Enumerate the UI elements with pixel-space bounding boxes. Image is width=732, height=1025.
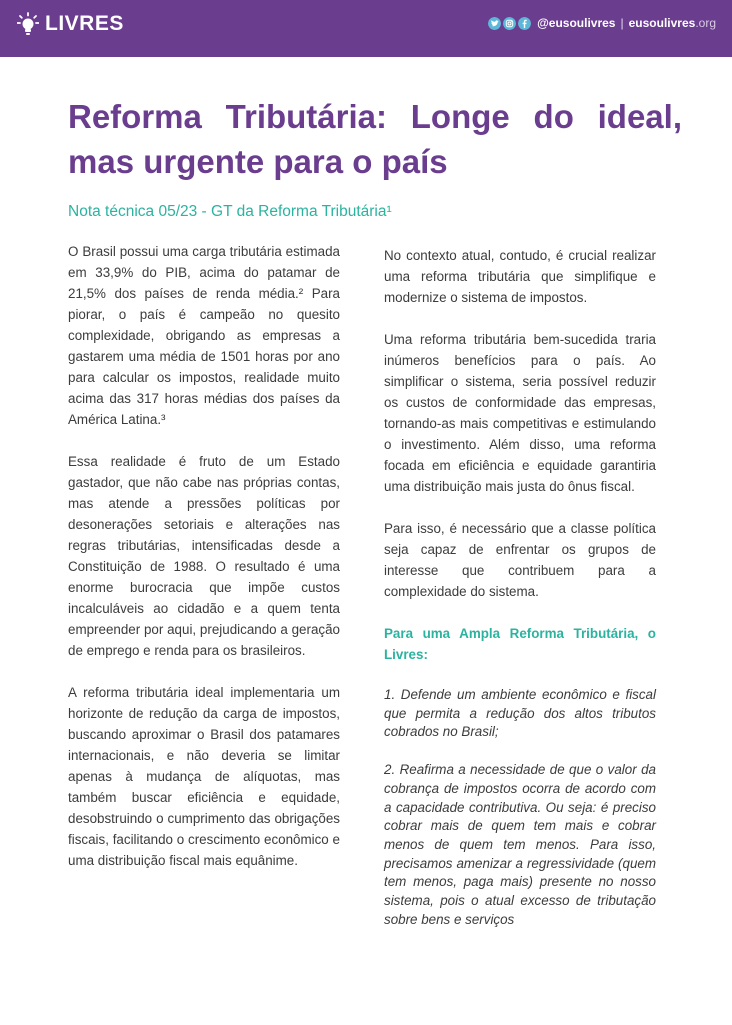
proposals-heading: Para uma Ampla Reforma Tributária, o Livres: [384, 626, 656, 662]
twitter-icon[interactable] [488, 17, 501, 30]
paragraph: A reforma tributária ideal implementaria um horizonte de redução da carga de impostos, buscando aproximar o Brasil dos patamares internacionais, e não deveria se limitar apenas à mudança de alíquotas, mas também buscar eficiência e equidade, desobstruindo o cumprimento das obrigações fiscais, facilitando o crescimento econômico e uma distribuição fiscal mais equânime. [68, 685, 340, 868]
brand-logo[interactable] [17, 11, 124, 37]
left-column [68, 241, 340, 892]
paragraph: Uma reforma tributária bem-sucedida traria inúmeros benefícios para o país. Ao simplificar o sistema, seria possível reduzir os custos de conformidade das empresas, tornando-as mais competitivas e estimulando o investimento. Além disso, uma reforma focada em eficiência e equidade garantiria uma distribuição mais justa do ônus fiscal. [384, 332, 656, 494]
header-bar [0, 0, 732, 57]
page-title: Reforma Tributária: Longe do ideal, mas urgente para o país [68, 98, 682, 180]
site-name: eusoulivres [628, 16, 696, 30]
lightbulb-icon [17, 12, 39, 36]
site-link[interactable] [629, 14, 716, 32]
facebook-icon[interactable] [518, 17, 531, 30]
site-tld: .org [695, 16, 716, 30]
right-column [384, 245, 656, 948]
social-links [488, 14, 716, 32]
instagram-icon[interactable] [503, 17, 516, 30]
paragraph: Essa realidade é fruto de um Estado gastador, que não cabe nas próprias contas, mas atende a pressões políticas por desonerações setoriais e alterações nas regras tributárias, intensificadas desde a Constituição de 1988. O resultado é uma enorme burocracia que impõe custos incalculáveis ao cidadão e a quem tenta empreender por aqui, prejudicando a geração de emprego e renda para os brasileiros. [68, 454, 340, 658]
header-separator: | [620, 16, 624, 30]
brand-name: LIVRES [45, 12, 124, 35]
paragraph: O Brasil possui uma carga tributária estimada em 33,9% do PIB, acima do patamar de 21,5% dos países de renda média.² Para piorar, o país é campeão no quesito complexidade, obrigando as empresas a gastarem uma média de 1501 horas por ano para calcular os impostos, realidade muito acima das 317 horas médias dos países da América Latina.³ [68, 244, 340, 427]
page-subtitle: Nota técnica 05/23 - GT da Reforma Tributária¹ [68, 203, 392, 220]
paragraph: Para isso, é necessário que a classe política seja capaz de enfrentar os grupos de interesse que contribuem para a complexidade do sistema. [384, 521, 656, 599]
proposal-item: 1. Defende um ambiente econômico e fiscal que permita a redução dos altos tributos cobrados no Brasil; [384, 687, 656, 740]
social-handle[interactable]: @eusoulivres [537, 16, 616, 30]
proposal-item: 2. Reafirma a necessidade de que o valor da cobrança de impostos ocorra de acordo com a capacidade contributiva. Ou seja: é preciso cobrar mais de quem tem mais e cobrar menos de quem tem menos. Para isso, precisamos amenizar a regressividade (quem tem menos, paga mais) presente no nosso sistema, pois o atual excesso de tributação sobre bens e serviços [384, 762, 656, 927]
paragraph: No contexto atual, contudo, é crucial realizar uma reforma tributária que simplifique e modernize o sistema de impostos. [384, 248, 656, 305]
